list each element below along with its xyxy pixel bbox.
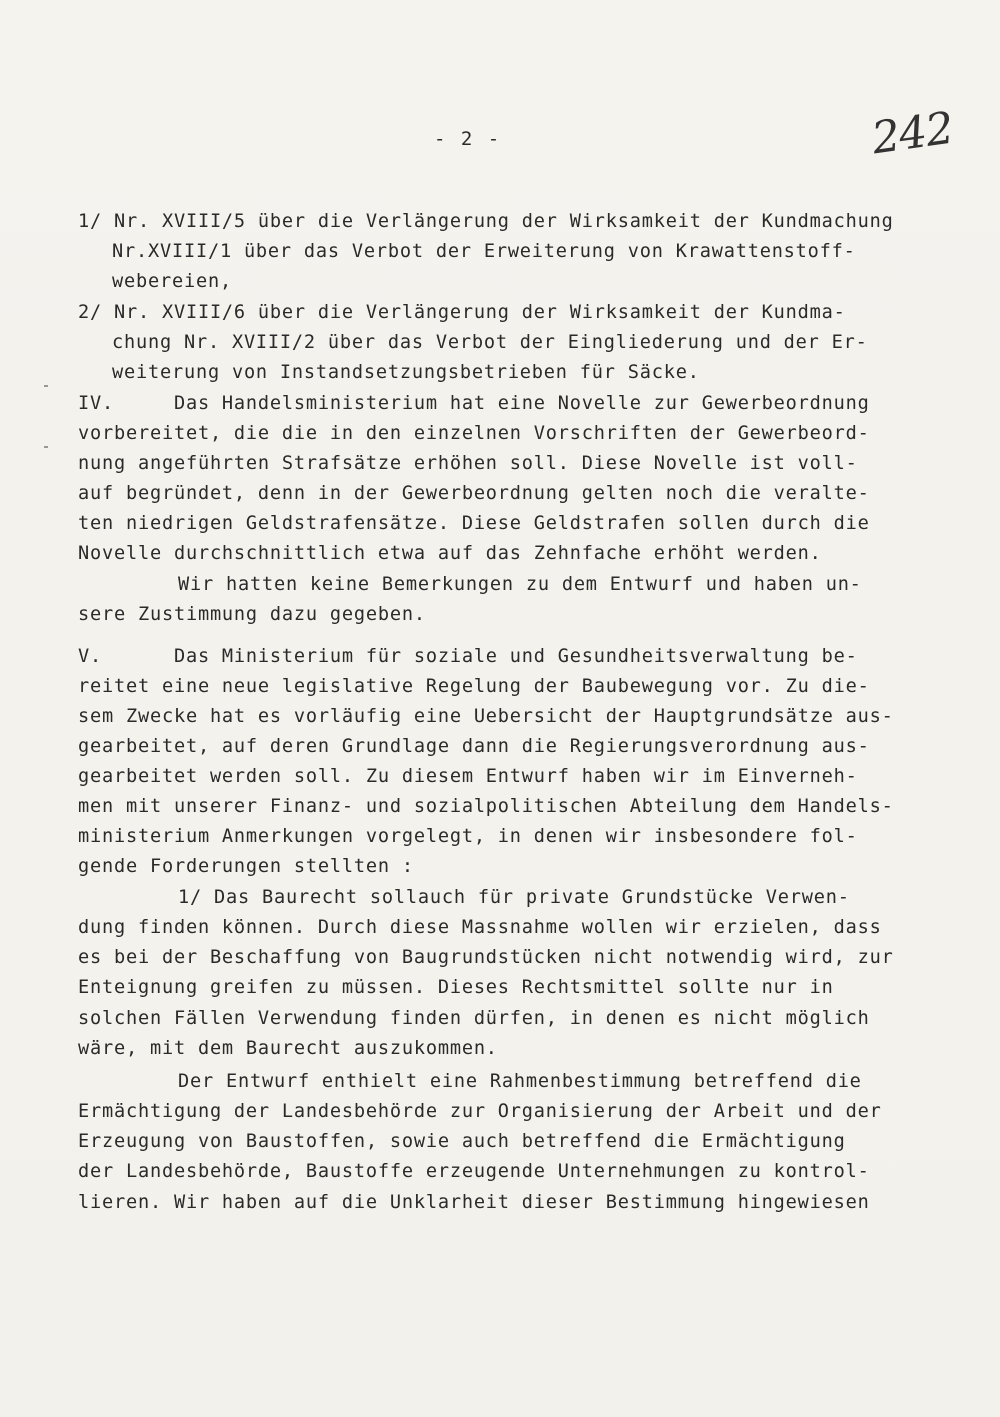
page-number: - 2 -	[434, 128, 502, 150]
text-line: gende Forderungen stellten :	[78, 856, 414, 877]
text-line: wäre, mit dem Baurecht auszukommen.	[78, 1038, 498, 1059]
text-line: reitet eine neue legislative Regelung der Baubewegung vor. Zu die-	[78, 676, 870, 697]
text-line: nung angeführten Strafsätze erhöhen soll. Diese Novelle ist voll-	[78, 453, 858, 474]
text-line: Ermächtigung der Landesbehörde zur Organisierung der Arbeit und der	[78, 1101, 882, 1122]
text-line: V. Das Ministerium für soziale und Gesundheitsverwaltung be-	[78, 646, 858, 667]
text-line: Nr.XVIII/1 über das Verbot der Erweiterung von Krawattenstoff-	[112, 241, 856, 262]
text-line: men mit unserer Finanz- und sozialpolitischen Abteilung dem Handels-	[78, 796, 894, 817]
text-line: Der Entwurf enthielt eine Rahmenbestimmung betreffend die	[178, 1071, 862, 1092]
text-line: auf begründet, denn in der Gewerbeordnung gelten noch die veralte-	[78, 483, 870, 504]
margin-mark	[44, 446, 48, 448]
margin-mark	[44, 385, 48, 387]
text-line: 1/ Nr. XVIII/5 über die Verlängerung der Wirksamkeit der Kundmachung	[78, 211, 894, 232]
text-line: es bei der Beschaffung von Baugrundstücken nicht notwendig wird, zur	[78, 947, 894, 968]
text-line: ministerium Anmerkungen vorgelegt, in denen wir insbesondere fol-	[78, 826, 858, 847]
text-line: Wir hatten keine Bemerkungen zu dem Entwurf und haben un-	[178, 574, 862, 595]
text-line: vorbereitet, die die in den einzelnen Vorschriften der Gewerbeord-	[78, 423, 870, 444]
text-line: sere Zustimmung dazu gegeben.	[78, 604, 426, 625]
text-line: dung finden können. Durch diese Massnahme wollen wir erzielen, dass	[78, 917, 882, 938]
text-line: weiterung von Instandsetzungsbetrieben für Säcke.	[112, 362, 700, 383]
text-line: 2/ Nr. XVIII/6 über die Verlängerung der Wirksamkeit der Kundma-	[78, 302, 846, 323]
text-line: solchen Fällen Verwendung finden dürfen, in denen es nicht möglich	[78, 1008, 870, 1029]
text-line: Enteignung greifen zu müssen. Dieses Rechtsmittel sollte nur in	[78, 977, 834, 998]
text-line: webereien,	[112, 271, 232, 292]
text-line: sem Zwecke hat es vorläufig eine Uebersicht der Hauptgrundsätze aus-	[78, 706, 894, 727]
text-line: ten niedrigen Geldstrafensätze. Diese Geldstrafen sollen durch die	[78, 513, 870, 534]
text-line: Novelle durchschnittlich etwa auf das Zehnfache erhöht werden.	[78, 543, 822, 564]
text-line: Erzeugung von Baustoffen, sowie auch betreffend die Ermächtigung	[78, 1131, 846, 1152]
text-line: chung Nr. XVIII/2 über das Verbot der Eingliederung und der Er-	[112, 332, 868, 353]
handwritten-folio-number: 242	[868, 102, 957, 165]
text-line: IV. Das Handelsministerium hat eine Novelle zur Gewerbeordnung	[78, 393, 870, 414]
text-line: gearbeitet, auf deren Grundlage dann die Regierungsverordnung aus-	[78, 736, 870, 757]
text-line: lieren. Wir haben auf die Unklarheit dieser Bestimmung hingewiesen	[78, 1192, 870, 1213]
text-line: 1/ Das Baurecht sollauch für private Grundstücke Verwen-	[178, 887, 850, 908]
text-line: gearbeitet werden soll. Zu diesem Entwurf haben wir im Einverneh-	[78, 766, 858, 787]
text-line: der Landesbehörde, Baustoffe erzeugende Unternehmungen zu kontrol-	[78, 1161, 870, 1182]
